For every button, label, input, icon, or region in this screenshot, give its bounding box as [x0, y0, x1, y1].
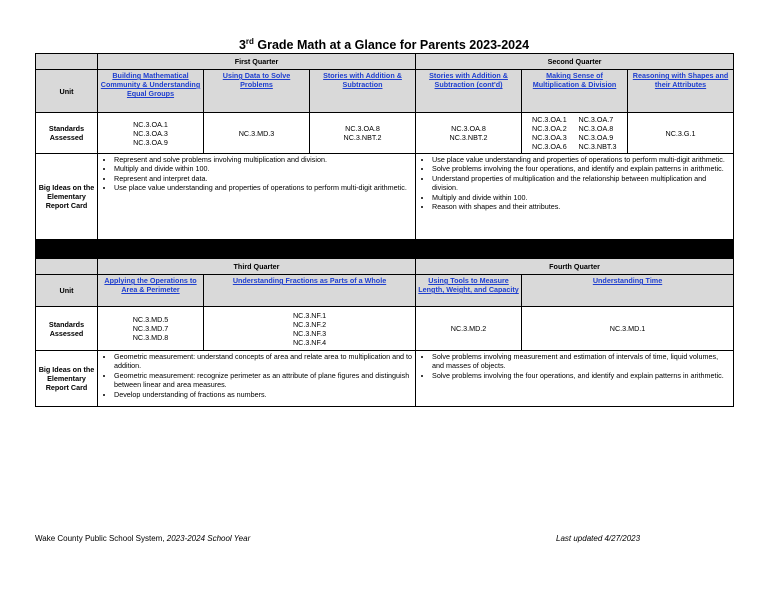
- footer-right: [556, 534, 640, 543]
- standards-q2-unit3: NC.3.G.1: [628, 113, 734, 154]
- unit-link-multiplication-division[interactable]: Making Sense of Multiplication & Division: [522, 70, 628, 113]
- standards-q4-unit2: NC.3.MD.1: [522, 307, 734, 351]
- footer-left: [35, 534, 250, 543]
- standards-q2-unit2-right: NC.3.OA.7 NC.3.OA.8 NC.3.OA.9 NC.3.NBT.3: [578, 115, 617, 151]
- second-quarter-heading: Second Quarter: [416, 54, 734, 70]
- big-ideas-q2: [416, 154, 734, 240]
- idea-item: • Reason with shapes and their attributes.: [432, 202, 731, 211]
- unit-link-stories-cont[interactable]: Stories with Addition & Subtraction (cont'd): [416, 70, 522, 113]
- standards-label-2: Standards Assessed: [36, 307, 98, 351]
- big-ideas-q4: [416, 351, 734, 407]
- divider-row: [36, 240, 734, 259]
- idea-item: • Use place value understanding and properties of operations to perform multi-digit arithmetic.: [114, 183, 413, 192]
- unit-link-using-data[interactable]: Using Data to Solve Problems: [204, 70, 310, 113]
- footer-district: Wake County Public School System,: [35, 534, 167, 543]
- standards-q3-unit2: NC.3.NF.1 NC.3.NF.2 NC.3.NF.3 NC.3.NF.4: [204, 307, 416, 351]
- standards-q3-unit1: NC.3.MD.5 NC.3.MD.7 NC.3.MD.8: [98, 307, 204, 351]
- idea-item: • Develop understanding of fractions as numbers.: [114, 390, 413, 399]
- big-ideas-label-2: Big Ideas on the Elementary Report Card: [36, 351, 98, 407]
- idea-item: • Geometric measurement: understand concepts of area and relate area to multiplication and to addition.: [114, 352, 413, 371]
- unit-link-understanding-time[interactable]: Understanding Time: [522, 275, 734, 307]
- idea-item: • Represent and interpret data.: [114, 174, 413, 183]
- unit-link-fractions[interactable]: Understanding Fractions as Parts of a Whole: [204, 275, 416, 307]
- footer-last-updated: Last updated 4/27/2023: [556, 534, 641, 543]
- standards-q2-unit1: NC.3.OA.8 NC.3.NBT.2: [416, 113, 522, 154]
- idea-item: • Solve problems involving the four operations, and identify and explain patterns in arithmetic.: [432, 164, 731, 173]
- standards-q2-unit2: [522, 113, 628, 154]
- footer-school-year: 2023-2024 School Year: [166, 534, 251, 543]
- standards-q4-unit1: NC.3.MD.2: [416, 307, 522, 351]
- big-ideas-q3: [98, 351, 416, 407]
- unit-link-area-perimeter[interactable]: Applying the Operations to Area & Perimeter: [98, 275, 204, 307]
- title-superscript: rd: [245, 37, 254, 46]
- standards-q2-unit2-left: NC.3.OA.1 NC.3.OA.2 NC.3.OA.3 NC.3.OA.6: [532, 115, 567, 151]
- title-number: 3: [238, 38, 246, 53]
- math-glance-table: [35, 53, 734, 407]
- corner-cell: [36, 54, 98, 70]
- page-title: [0, 37, 768, 52]
- idea-item: • Understand properties of multiplication and the relationship between multiplication and division.: [432, 174, 731, 193]
- fourth-quarter-heading: Fourth Quarter: [416, 259, 734, 275]
- idea-item: • Geometric measurement: recognize perimeter as an attribute of plane figures and distinguish between linear and area measures.: [114, 371, 413, 390]
- standards-label: Standards Assessed: [36, 113, 98, 154]
- big-ideas-label: Big Ideas on the Elementary Report Card: [36, 154, 98, 240]
- title-text: Grade Math at a Glance for Parents 2023-2024: [253, 38, 530, 53]
- standards-q1-unit1: NC.3.OA.1 NC.3.OA.3 NC.3.OA.9: [98, 113, 204, 154]
- first-quarter-heading: First Quarter: [98, 54, 416, 70]
- standards-q1-unit3: NC.3.OA.8 NC.3.NBT.2: [310, 113, 416, 154]
- unit-link-building-community[interactable]: Building Mathematical Community & Understanding Equal Groups: [98, 70, 204, 113]
- unit-link-stories-add-sub[interactable]: Stories with Addition & Subtraction: [310, 70, 416, 113]
- idea-item: • Multiply and divide within 100.: [432, 193, 731, 202]
- unit-link-reasoning-shapes[interactable]: Reasoning with Shapes and their Attributes: [628, 70, 734, 113]
- idea-item: • Multiply and divide within 100.: [114, 164, 413, 173]
- big-ideas-q1: [98, 154, 416, 240]
- unit-link-measure-tools[interactable]: Using Tools to Measure Length, Weight, and Capacity: [416, 275, 522, 307]
- third-quarter-heading: Third Quarter: [98, 259, 416, 275]
- unit-label-2: Unit: [36, 275, 98, 307]
- unit-label: Unit: [36, 70, 98, 113]
- idea-item: • Use place value understanding and properties of operations to perform multi-digit arithmetic.: [432, 155, 731, 164]
- standards-q1-unit2: NC.3.MD.3: [204, 113, 310, 154]
- idea-item: • Represent and solve problems involving multiplication and division.: [114, 155, 413, 164]
- idea-item: • Solve problems involving measurement and estimation of intervals of time, liquid volumes, and masses of objects.: [432, 352, 731, 371]
- idea-item: • Solve problems involving the four operations, and identify and explain patterns in arithmetic.: [432, 371, 731, 380]
- corner-cell-2: [36, 259, 98, 275]
